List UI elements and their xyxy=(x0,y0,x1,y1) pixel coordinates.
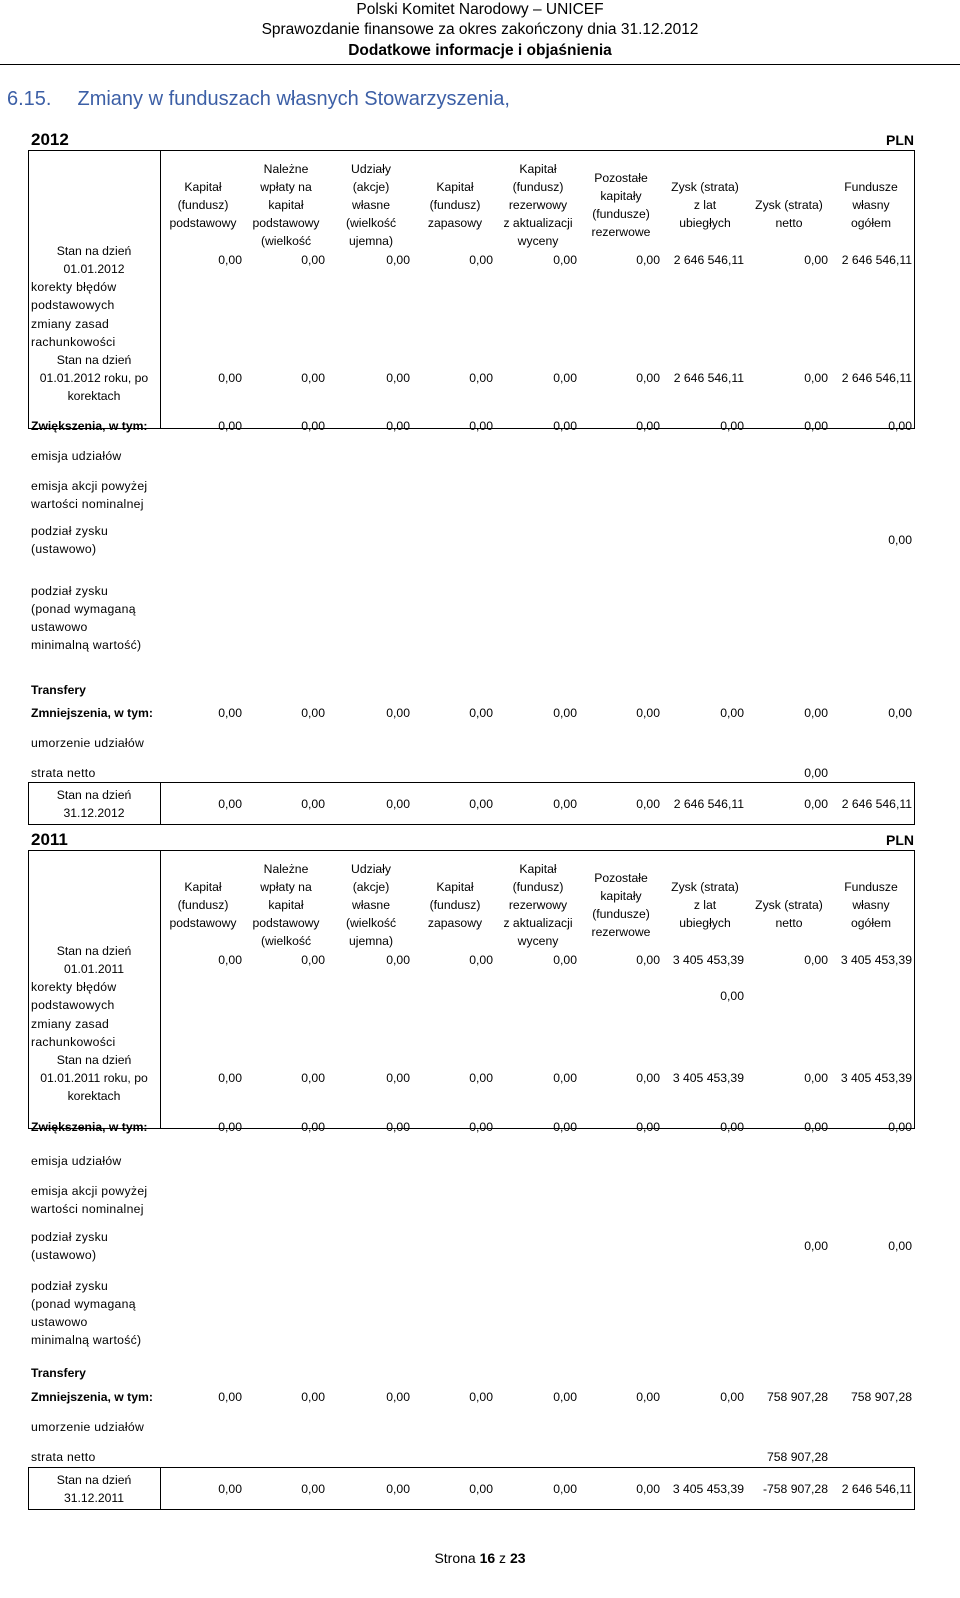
tbl-2011-colhead-4-line2: (fundusz) xyxy=(429,898,481,912)
tbl-2012-end-right-border xyxy=(914,782,915,824)
tbl-2011-zmniejszenia-col9: 758 907,28 xyxy=(851,1390,912,1404)
tbl-2011-colhead-6-line1: Pozostałe xyxy=(594,871,648,885)
tbl-2012-korekty-label-line2: podstawowych xyxy=(31,298,115,312)
tbl-2012-stan-po-label-line3: korektach xyxy=(67,389,121,403)
tbl-2011-zwiekszenia-col1: 0,00 xyxy=(218,1120,242,1134)
tbl-2011-colhead-5-line4: z aktualizacji xyxy=(503,916,573,930)
tbl-2012-colhead-7-line1: Zysk (strata) xyxy=(671,180,739,194)
tbl-2011-stan-start-label-line1: Stan na dzień xyxy=(56,944,132,958)
tbl-2012-colhead-6-line1: Pozostałe xyxy=(594,171,648,185)
tbl-2011-end-top-rule xyxy=(28,1467,915,1468)
tbl-2011-podzial-col8: 0,00 xyxy=(804,1239,828,1253)
tbl-2012-end-top-rule xyxy=(28,782,915,783)
tbl-2012-colhead-7-line3: ubiegłych xyxy=(679,216,731,230)
tbl-2011-stan-po-label-line3: korektach xyxy=(67,1089,121,1103)
tbl-2011-podzial-label-line1: podział zysku xyxy=(31,1230,109,1244)
tbl-2012-podzial-total: 0,00 xyxy=(888,533,912,547)
tbl-2011-colhead-3-line1: Udziały xyxy=(351,862,391,876)
tbl-2011-stan-end-label-line2: 31.12.2011 xyxy=(63,1491,125,1505)
tbl-2012-currency: PLN xyxy=(886,132,914,148)
tbl-2012-stan-po-col6: 0,00 xyxy=(636,371,660,385)
tbl-2012-podzial-ponad-label-line1: podział zysku xyxy=(31,584,109,598)
tbl-2012-colhead-5-line1: Kapitał xyxy=(519,162,557,176)
tbl-2012-stan-end-label-line2: 31.12.2012 xyxy=(63,806,125,820)
tbl-2011-colhead-4-line1: Kapitał xyxy=(436,880,474,894)
tbl-2011-zmniejszenia-col1: 0,00 xyxy=(218,1390,242,1404)
tbl-2011-colhead-2-line2: wpłaty na xyxy=(260,880,312,894)
tbl-2011-zmniejszenia-col7: 0,00 xyxy=(720,1390,744,1404)
header-rule xyxy=(0,64,960,65)
tbl-2011-colhead-7-line2: z lat xyxy=(693,898,717,912)
tbl-2011-stan-po-label-line2: 01.01.2011 roku, po xyxy=(40,1071,148,1085)
tbl-2012-colhead-1-line3: podstawowy xyxy=(169,216,237,230)
tbl-2012-stan-end-col5: 0,00 xyxy=(553,797,577,811)
tbl-2012-stan-start-col9: 2 646 546,11 xyxy=(841,253,912,267)
tbl-2012-zmniejszenia-label: Zmniejszenia, w tym: xyxy=(31,706,153,720)
tbl-2011-colhead-2-line3: kapitał xyxy=(268,898,304,912)
tbl-2011-zmniejszenia-col2: 0,00 xyxy=(301,1390,325,1404)
tbl-2012-colhead-3-line3: własne xyxy=(352,198,390,212)
tbl-2012-colhead-8-line1: Zysk (strata) xyxy=(755,198,823,212)
tbl-2011-zwiekszenia-col7: 0,00 xyxy=(720,1120,744,1134)
tbl-2012-stan-start-col4: 0,00 xyxy=(469,253,493,267)
tbl-2012-zmniejszenia-col1: 0,00 xyxy=(218,706,242,720)
tbl-2012-zwiekszenia-col5: 0,00 xyxy=(553,419,577,433)
tbl-2011-zmiany-label-line1: zmiany zasad xyxy=(31,1017,110,1031)
section-number: 6.15. xyxy=(7,88,52,110)
tbl-2012-stan-start-col6: 0,00 xyxy=(636,253,660,267)
tbl-2011-korekty-value: 0,00 xyxy=(720,989,744,1003)
tbl-2012-colhead-5-line4: z aktualizacji xyxy=(503,216,573,230)
tbl-2011-end-right-border xyxy=(914,1467,915,1509)
doc-header-org: Polski Komitet Narodowy – UNICEF xyxy=(356,1,604,18)
tbl-2012-zmniejszenia-col2: 0,00 xyxy=(301,706,325,720)
tbl-2011-colhead-3-line3: własne xyxy=(352,898,390,912)
tbl-2011-emisja-udzialow-label: emisja udziałów xyxy=(31,1154,122,1168)
tbl-2011-strata-label: strata netto xyxy=(31,1450,96,1464)
tbl-2011-zmiany-label-line2: rachunkowości xyxy=(31,1035,116,1049)
tbl-2011-stan-po-col6: 0,00 xyxy=(636,1071,660,1085)
tbl-2012-zmniejszenia-col3: 0,00 xyxy=(386,706,410,720)
tbl-2011-colhead-6-line2: kapitały xyxy=(600,889,642,903)
tbl-2011-zwiekszenia-label: Zwiększenia, w tym: xyxy=(31,1120,148,1134)
tbl-2011-transfery-label: Transfery xyxy=(31,1366,86,1380)
footer-middle: z xyxy=(495,1550,510,1566)
tbl-2011-stan-start-label-line2: 01.01.2011 xyxy=(63,962,125,976)
tbl-2011-zwiekszenia-col6: 0,00 xyxy=(636,1120,660,1134)
tbl-2011-podzial-label-line2: (ustawowo) xyxy=(31,1248,97,1262)
tbl-2012-podzial-label-line2: (ustawowo) xyxy=(31,542,97,556)
tbl-2012-podzial-ponad-label-line4: minimalną wartość) xyxy=(31,638,142,652)
tbl-2011-zmniejszenia-col5: 0,00 xyxy=(553,1390,577,1404)
tbl-2012-colhead-9-line3: ogółem xyxy=(851,216,891,230)
tbl-2011-stan-po-col4: 0,00 xyxy=(469,1071,493,1085)
doc-header-section: Dodatkowe informacje i objaśnienia xyxy=(348,42,612,59)
tbl-2012-podzial-ponad-label-line2: (ponad wymaganą xyxy=(31,602,136,616)
tbl-2012-zwiekszenia-col1: 0,00 xyxy=(218,419,242,433)
tbl-2012-stan-po-col3: 0,00 xyxy=(386,371,410,385)
tbl-2012-colhead-2-line1: Należne xyxy=(263,162,309,176)
tbl-2012-colhead-3-line2: (akcje) xyxy=(352,180,390,194)
tbl-2012-colhead-6-line3: (fundusze) xyxy=(592,207,650,221)
tbl-2011-stan-end-col5: 0,00 xyxy=(553,1482,577,1496)
tbl-2011-top-rule xyxy=(28,850,915,851)
tbl-2012-zwiekszenia-col4: 0,00 xyxy=(469,419,493,433)
tbl-2012-podzial-label-line1: podział zysku xyxy=(31,524,109,538)
tbl-2012-podzial-ponad-label-line3: ustawowo xyxy=(31,620,88,634)
tbl-2011-zwiekszenia-col3: 0,00 xyxy=(386,1120,410,1134)
tbl-2011-stan-start-col4: 0,00 xyxy=(469,953,493,967)
tbl-2011-stan-end-col1: 0,00 xyxy=(218,1482,242,1496)
tbl-2011-stan-end-label-line1: Stan na dzień xyxy=(56,1473,132,1487)
tbl-2012-zmniejszenia-col8: 0,00 xyxy=(804,706,828,720)
tbl-2012-zmiany-label-line1: zmiany zasad xyxy=(31,317,110,331)
tbl-2012-stan-end-col8: 0,00 xyxy=(804,797,828,811)
tbl-2011-stan-end-col4: 0,00 xyxy=(469,1482,493,1496)
tbl-2012-zwiekszenia-col7: 0,00 xyxy=(720,419,744,433)
tbl-2012-colhead-7-line2: z lat xyxy=(693,198,717,212)
tbl-2012-zmniejszenia-col9: 0,00 xyxy=(888,706,912,720)
tbl-2012-stan-end-col4: 0,00 xyxy=(469,797,493,811)
tbl-2012-colhead-1-line1: Kapitał xyxy=(184,180,222,194)
tbl-2011-podzial-col9: 0,00 xyxy=(888,1239,912,1253)
tbl-2012-colhead-6-line2: kapitały xyxy=(600,189,642,203)
tbl-2011-zwiekszenia-col2: 0,00 xyxy=(301,1120,325,1134)
tbl-2011-stan-po-col2: 0,00 xyxy=(301,1071,325,1085)
tbl-2012-emisja-udzialow-label: emisja udziałów xyxy=(31,449,122,463)
tbl-2012-stan-start-col7: 2 646 546,11 xyxy=(673,253,744,267)
tbl-2011-colhead-3-line5: ujemna) xyxy=(348,934,394,948)
tbl-2011-zmniejszenia-col6: 0,00 xyxy=(636,1390,660,1404)
tbl-2011-stan-end-col3: 0,00 xyxy=(386,1482,410,1496)
tbl-2012-colhead-2-line4: podstawowy xyxy=(252,216,320,230)
tbl-2011-zwiekszenia-col4: 0,00 xyxy=(469,1120,493,1134)
doc-header-report: Sprawozdanie finansowe za okres zakończony dnia 31.12.2012 xyxy=(261,21,699,38)
tbl-2012-colhead-2-line2: wpłaty na xyxy=(260,180,312,194)
tbl-2011-stan-po-col1: 0,00 xyxy=(218,1071,242,1085)
tbl-2011-stan-po-col3: 0,00 xyxy=(386,1071,410,1085)
tbl-2012-zmniejszenia-col4: 0,00 xyxy=(469,706,493,720)
tbl-2011-colhead-9-line3: ogółem xyxy=(851,916,891,930)
tbl-2012-colhead-2-line3: kapitał xyxy=(268,198,304,212)
tbl-2012-korekty-label-line1: korekty błędów xyxy=(31,280,117,294)
tbl-2012-end-bottom-rule xyxy=(28,824,915,825)
tbl-2012-stan-po-col8: 0,00 xyxy=(804,371,828,385)
tbl-2011-colhead-5-line5: wyceny xyxy=(517,934,559,948)
tbl-2011-colhead-7-line3: ubiegłych xyxy=(679,916,731,930)
tbl-2011-zwiekszenia-col5: 0,00 xyxy=(553,1120,577,1134)
tbl-2011-emisja-akcji-label-line1: emisja akcji powyżej xyxy=(31,1184,148,1198)
tbl-2012-zmniejszenia-col5: 0,00 xyxy=(553,706,577,720)
tbl-2011-colhead-5-line3: rezerwowy xyxy=(508,898,568,912)
tbl-2011-colhead-5-line1: Kapitał xyxy=(519,862,557,876)
tbl-2011-stan-end-col6: 0,00 xyxy=(636,1482,660,1496)
section-title: Zmiany w funduszach własnych Stowarzyszenia, xyxy=(77,88,510,110)
tbl-2012-stan-po-label-line1: Stan na dzień xyxy=(56,353,132,367)
footer-prefix: Strona xyxy=(434,1550,480,1566)
tbl-2011-stan-end-col9: 2 646 546,11 xyxy=(841,1482,912,1496)
tbl-2012-stan-start-label-line2: 01.01.2012 xyxy=(63,262,125,276)
footer-total: 23 xyxy=(509,1550,526,1566)
tbl-2012-transfery-label: Transfery xyxy=(31,683,86,697)
tbl-2012-stan-end-col7: 2 646 546,11 xyxy=(673,797,744,811)
tbl-2012-colhead-6-line4: rezerwowe xyxy=(591,225,651,239)
tbl-2012-colhead-3-line5: ujemna) xyxy=(348,234,394,248)
tbl-2011-podzial-ponad-label-line1: podział zysku xyxy=(31,1279,109,1293)
tbl-2011-end-bottom-rule xyxy=(28,1509,915,1510)
tbl-2011-korekty-label-line1: korekty błędów xyxy=(31,980,117,994)
tbl-2011-emisja-akcji-label-line2: wartości nominalnej xyxy=(31,1202,144,1216)
tbl-2011-stan-po-label-line1: Stan na dzień xyxy=(56,1053,132,1067)
tbl-2012-stan-start-label-line1: Stan na dzień xyxy=(56,244,132,258)
tbl-2012-colhead-9-line1: Fundusze xyxy=(844,180,898,194)
tbl-2012-zmniejszenia-col6: 0,00 xyxy=(636,706,660,720)
tbl-2011-stan-po-col7: 3 405 453,39 xyxy=(672,1071,744,1085)
tbl-2012-stan-po-col9: 2 646 546,11 xyxy=(841,371,912,385)
tbl-2011-colhead-7-line1: Zysk (strata) xyxy=(671,880,739,894)
tbl-2011-stan-start-col9: 3 405 453,39 xyxy=(840,953,912,967)
tbl-2011-colhead-9-line1: Fundusze xyxy=(844,880,898,894)
tbl-2012-colhead-5-line2: (fundusz) xyxy=(512,180,564,194)
tbl-2012-emisja-akcji-label-line2: wartości nominalnej xyxy=(31,497,144,511)
tbl-2012-stan-end-col9: 2 646 546,11 xyxy=(841,797,912,811)
tbl-2012-stan-end-col3: 0,00 xyxy=(386,797,410,811)
tbl-2011-colhead-9-line2: własny xyxy=(852,898,890,912)
section-heading xyxy=(7,88,510,111)
tbl-2011-podzial-ponad-label-line4: minimalną wartość) xyxy=(31,1333,142,1347)
tbl-2011-stan-start-col7: 3 405 453,39 xyxy=(672,953,744,967)
tbl-2011-stan-start-col3: 0,00 xyxy=(386,953,410,967)
tbl-2012-colhead-4-line2: (fundusz) xyxy=(429,198,481,212)
tbl-2011-stan-end-col7: 3 405 453,39 xyxy=(672,1482,744,1496)
tbl-2011-zwiekszenia-col9: 0,00 xyxy=(888,1120,912,1134)
tbl-2012-zwiekszenia-col6: 0,00 xyxy=(636,419,660,433)
tbl-2012-zwiekszenia-col2: 0,00 xyxy=(301,419,325,433)
tbl-2012-colhead-9-line2: własny xyxy=(852,198,890,212)
footer-page: 16 xyxy=(479,1550,496,1566)
tbl-2012-umorzenie-label: umorzenie udziałów xyxy=(31,736,145,750)
tbl-2011-stan-po-col8: 0,00 xyxy=(804,1071,828,1085)
tbl-2012-colhead-5-line3: rezerwowy xyxy=(508,198,568,212)
tbl-2011-colhead-3-line2: (akcje) xyxy=(352,880,390,894)
tbl-2011-zmniejszenia-col8: 758 907,28 xyxy=(767,1390,828,1404)
tbl-2011-stan-start-col2: 0,00 xyxy=(301,953,325,967)
tbl-2012-colhead-8-line2: netto xyxy=(775,216,803,230)
tbl-2011-zmniejszenia-col4: 0,00 xyxy=(469,1390,493,1404)
tbl-2011-colhead-2-line4: podstawowy xyxy=(252,916,320,930)
tbl-2012-top-rule xyxy=(28,150,915,151)
tbl-2011-stan-start-col5: 0,00 xyxy=(553,953,577,967)
tbl-2011-strata-value: 758 907,28 xyxy=(767,1450,828,1464)
tbl-2012-stan-po-label-line2: 01.01.2012 roku, po xyxy=(39,371,149,385)
tbl-2011-colhead-8-line1: Zysk (strata) xyxy=(755,898,823,912)
tbl-2011-currency: PLN xyxy=(886,832,914,848)
tbl-2012-stan-po-col2: 0,00 xyxy=(301,371,325,385)
tbl-2012-strata-value: 0,00 xyxy=(804,766,828,780)
tbl-2012-stan-start-col2: 0,00 xyxy=(301,253,325,267)
tbl-2012-colhead-3-line1: Udziały xyxy=(351,162,391,176)
tbl-2011-zmniejszenia-col3: 0,00 xyxy=(386,1390,410,1404)
tbl-2011-korekty-label-line2: podstawowych xyxy=(31,998,115,1012)
tbl-2012-colhead-2-line5: (wielkość xyxy=(260,234,312,248)
tbl-2011-colhead-2-line1: Należne xyxy=(263,862,309,876)
tbl-2011-colhead-8-line2: netto xyxy=(775,916,803,930)
tbl-2011-colhead-5-line2: (fundusz) xyxy=(512,880,564,894)
tbl-2011-stan-start-col8: 0,00 xyxy=(804,953,828,967)
tbl-2012-stan-po-col5: 0,00 xyxy=(553,371,577,385)
tbl-2011-stan-end-col8: -758 907,28 xyxy=(762,1482,828,1496)
tbl-2012-colhead-1-line2: (fundusz) xyxy=(177,198,229,212)
tbl-2012-colhead-4-line1: Kapitał xyxy=(436,180,474,194)
tbl-2012-zmiany-label-line2: rachunkowości xyxy=(31,335,116,349)
tbl-2011-stan-end-col2: 0,00 xyxy=(301,1482,325,1496)
page-footer xyxy=(0,1550,960,1566)
tbl-2012-stan-start-col3: 0,00 xyxy=(386,253,410,267)
tbl-2012-stan-end-label-line1: Stan na dzień xyxy=(56,788,132,802)
tbl-2011-zwiekszenia-col8: 0,00 xyxy=(804,1120,828,1134)
tbl-2012-stan-po-col1: 0,00 xyxy=(218,371,242,385)
tbl-2012-colhead-5-line5: wyceny xyxy=(517,234,559,248)
tbl-2011-colhead-1-line3: podstawowy xyxy=(169,916,237,930)
tbl-2012-stan-end-col2: 0,00 xyxy=(301,797,325,811)
tbl-2011-colhead-1-line2: (fundusz) xyxy=(177,898,229,912)
tbl-2011-colhead-6-line3: (fundusze) xyxy=(592,907,650,921)
tbl-2011-stan-start-col6: 0,00 xyxy=(636,953,660,967)
tbl-2012-emisja-akcji-label-line1: emisja akcji powyżej xyxy=(31,479,148,493)
tbl-2012-stan-start-col8: 0,00 xyxy=(804,253,828,267)
tbl-2011-colhead-2-line5: (wielkość xyxy=(260,934,312,948)
tbl-2012-colhead-3-line4: (wielkość xyxy=(345,216,397,230)
tbl-2012-stan-po-col4: 0,00 xyxy=(469,371,493,385)
tbl-2012-stan-start-col1: 0,00 xyxy=(218,253,242,267)
tbl-2011-umorzenie-label: umorzenie udziałów xyxy=(31,1420,145,1434)
tbl-2011-colhead-6-line4: rezerwowe xyxy=(591,925,651,939)
tbl-2012-strata-label: strata netto xyxy=(31,766,96,780)
tbl-2011-podzial-ponad-label-line2: (ponad wymaganą xyxy=(31,1297,136,1311)
tbl-2011-stan-start-col1: 0,00 xyxy=(218,953,242,967)
tbl-2012-stan-end-col6: 0,00 xyxy=(636,797,660,811)
tbl-2012-year: 2012 xyxy=(31,130,69,149)
tbl-2012-stan-po-col7: 2 646 546,11 xyxy=(673,371,744,385)
tbl-2011-colhead-1-line1: Kapitał xyxy=(184,880,222,894)
tbl-2012-zmniejszenia-col7: 0,00 xyxy=(720,706,744,720)
tbl-2011-colhead-4-line3: zapasowy xyxy=(427,916,483,930)
tbl-2012-zwiekszenia-col8: 0,00 xyxy=(804,419,828,433)
tbl-2012-stan-end-col1: 0,00 xyxy=(218,797,242,811)
tbl-2012-zwiekszenia-col9: 0,00 xyxy=(888,419,912,433)
tbl-2011-colhead-3-line4: (wielkość xyxy=(345,916,397,930)
tbl-2011-stan-po-col9: 3 405 453,39 xyxy=(840,1071,912,1085)
tbl-2012-stan-start-col5: 0,00 xyxy=(553,253,577,267)
tbl-2011-podzial-ponad-label-line3: ustawowo xyxy=(31,1315,88,1329)
tbl-2011-stan-po-col5: 0,00 xyxy=(553,1071,577,1085)
tbl-2012-zwiekszenia-label: Zwiększenia, w tym: xyxy=(31,419,148,433)
tbl-2011-year: 2011 xyxy=(31,830,68,849)
tbl-2012-colhead-4-line3: zapasowy xyxy=(427,216,483,230)
tbl-2012-zwiekszenia-col3: 0,00 xyxy=(386,419,410,433)
tbl-2011-zmniejszenia-label: Zmniejszenia, w tym: xyxy=(31,1390,153,1404)
